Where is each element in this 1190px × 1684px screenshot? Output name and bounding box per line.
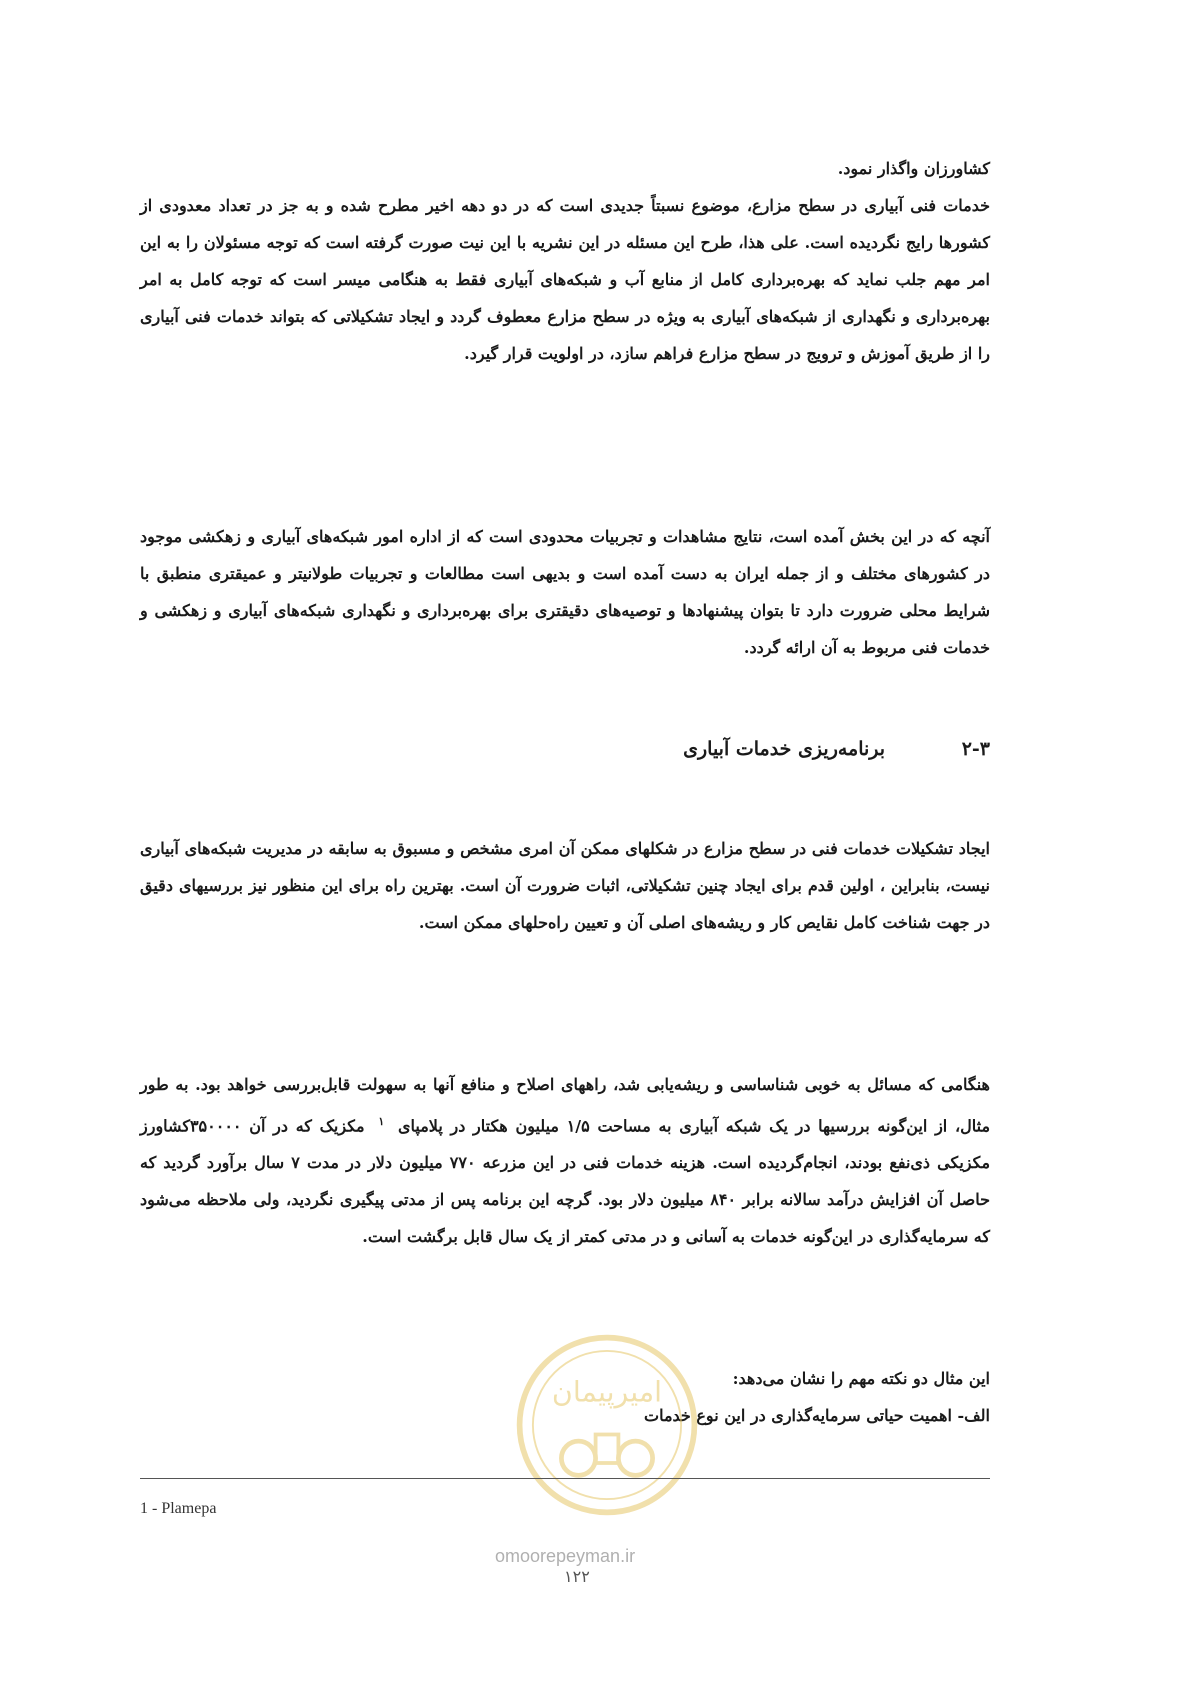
footnote-marker: ۱ bbox=[378, 1115, 385, 1128]
page-number: ۱۲۲ bbox=[564, 1567, 590, 1586]
section-heading bbox=[683, 738, 990, 760]
paragraph-4-part-1: هنگامی که مسائل به خوبی شناساسی و ریشه‌یابی شد، راههای اصلاح و منافع آنها به سهولت قابل‌بررسی خواهد بود. به طور مثال، از این‌گونه بررسیها در یک شبکه آبیاری به مساحت ۱/۵ میلیون هکتار در پلامپای bbox=[140, 1075, 991, 1136]
paragraph-5-line-1: این مثال دو نکته مهم را نشان می‌دهد: bbox=[732, 1369, 990, 1388]
section-number: ۲-۳ bbox=[961, 738, 990, 760]
paragraph-2: آنچه که در این بخش آمده است، نتایج مشاهدات و تجربیات محدودی است که از اداره امور شبکه‌های آبیاری و زهکشی موجود در کشورهای مختلف و از جمله ایران به دست آمده است و بدیهی است مطالعات و تجربیات طولانیتر و عمیقتری منطبق با شرایط محلی ضرورت دارد تا بتوان پیشنهادها و توصیه‌های دقیقتری برای بهره‌برداری و نگهداری شبکه‌های آبیاری و زهکشی و خدمات فنی مربوط به آن ارائه گردد. bbox=[140, 527, 990, 657]
paragraph-1: خدمات فنی آبیاری در سطح مزارع، موضوع نسبتاً جدیدی است که در دو دهه اخیر مطرح شده و به جز در تعداد معدودی از کشورها رایج نگردیده است. علی هذا، طرح این مسئله در این نشریه با این نیت صورت گرفته است که توجه مسئولان را به این امر مهم جلب نماید که بهره‌برداری کامل از منابع آب و شبکه‌های آبیاری فقط به هنگامی میسر است که توجه کامل به امر بهره‌برداری و نگهداری از شبکه‌های آبیاری به ویژه در سطح مزارع معطوف گردد و ایجاد تشکیلاتی که بتواند خدمات فنی آبیاری را از طریق آموزش و ترویج در سطح مزارع فراهم سازد، در اولویت قرار گیرد. bbox=[140, 196, 991, 363]
section-title: برنامه‌ریزی خدمات آبیاری bbox=[683, 738, 886, 760]
watermark-seal-icon bbox=[512, 1330, 702, 1520]
intro-line: کشاورزان واگذار نمود. bbox=[837, 159, 990, 178]
paragraph-4 bbox=[140, 1066, 990, 1255]
footnote-divider bbox=[140, 1478, 990, 1479]
watermark-url: omoorepeyman.ir bbox=[495, 1546, 636, 1566]
footnote: 1 - Plamepa bbox=[140, 1500, 217, 1517]
watermark-seal-text: امیرپیمان bbox=[551, 1375, 663, 1409]
paragraph-3: ایجاد تشکیلات خدمات فنی در سطح مزارع در شکلهای ممکن آن امری مشخص و مسبوق به سابقه در مدیریت شبکه‌های آبیاری نیست، بنابراین ، اولین قدم برای ایجاد چنین تشکیلاتی، اثبات ضرورت آن است. بهترین راه برای این منظور نیز بررسیهای دقیق در جهت شناخت کامل نقایص کار و ریشه‌های اصلی آن و تعیین راه‌حلهای ممکن است. bbox=[140, 839, 990, 932]
paragraph-5-line-2: الف- اهمیت حیاتی سرمایه‌گذاری در این نوع خدمات bbox=[644, 1406, 990, 1425]
paragraph-4-part-2: مکزیک که در آن ۳۵۰۰۰۰کشاورز مکزیکی ذی‌نفع بودند، انجام‌گردیده است. هزینه خدمات فنی در این مزرعه ۷۷۰ میلیون دلار در مدت ۷ سال برآورد گردید که حاصل آن افزایش درآمد سالانه برابر ۸۴۰ میلیون دلار بود. گرچه این برنامه پس از مدتی پیگیری نگردید، ولی ملاحظه می‌شود که سرمایه‌گذاری در این‌گونه خدمات به آسانی و در مدتی کمتر از یک سال قابل برگشت است. bbox=[140, 1116, 991, 1247]
